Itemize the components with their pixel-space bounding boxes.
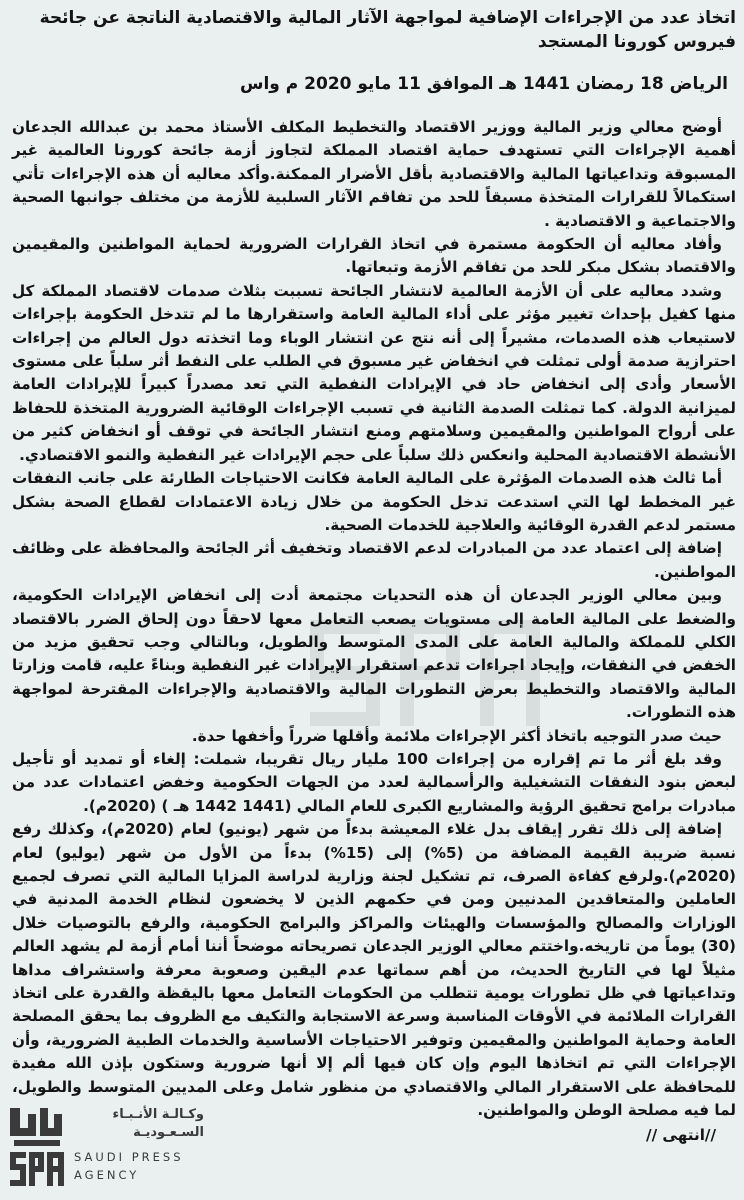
paragraph: وشدد معاليه على أن الأزمة العالمية لانتشار الجائحة تسببت بثلاث صدمات لاقتصاد المملكة كل منها كفيل بإحداث تغيير مؤثر على أداء المالية العامة واستقرارها ما لم تتدخل الحكومة بإجراءات لاستيعاب هذه الصدمات، مشيراً إلى أنه نتج عن انتشار الوباء وما اتخذته دول العالم من إجراءات احترازية صدمة أولى تمثلت في انخفاض غير مسبوق في الطلب على النفط أثر سلباً على مستوى الأسعار وأدى إلى انخفاض حاد في الإيرادات النفطية التي تعد مصدراً كبيراً للإيرادات العامة لميزانية الدولة. كما تمثلت الصدمة الثانية في تسبب الإجراءات الوقائية الضرورية المتخذة للحفاظ على أرواح المواطنين والمقيمين وسلامتهم ومنع انتشار الجائحة في توقف أو انخفاض كثير من الأنشطة الاقتصادية المحلية وانعكس ذلك سلباً على حجم الإيرادات غير النفطية والنمو الاقتصادي. (12, 281, 736, 464)
paragraph: إضافة إلى اعتماد عدد من المبادرات لدعم الاقتصاد وتخفيف أثر الجائحة والمحافظة على وظائف المواطنين. (12, 539, 736, 581)
spa-logo (8, 1104, 208, 1194)
dateline: الرياض 18 رمضان 1441 هـ الموافق 11 مايو 2020 م واس (240, 74, 728, 94)
paragraph: وأفاد معاليه أن الحكومة مستمرة في اتخاذ القرارات الضرورية لحماية المواطنين والمقيمين والاقتصاد بشكل مبكر للحد من تفاقم الأزمة وتبعاتها. (12, 235, 736, 277)
agency-name-english: SAUDI PRESS AGENCY (74, 1150, 184, 1182)
paragraph: حيث صدر التوجيه باتخاذ أكثر الإجراءات ملائمة وأقلها ضرراً وأخفها حدة. (191, 726, 722, 745)
end-marker: //انتهى // (646, 1126, 716, 1145)
paragraph: إضافة إلى ذلك تقرر إيقاف بدل غلاء المعيشة بدءاً من شهر (يونيو) لعام (2020م)، وكذلك رفع نسبة ضريبة القيمة المضافة من (5%) إلى (15%) بدءاً من الأول من شهر (يوليو) لعام (2020م).ولرفع كفاءة الصرف، تم تشكيل لجنة وزارية لدراسة المزايا المالية التي تصرف لجميع العاملين والمتعاقدين المدنيين ومن في حكمهم الذين لا يخضعون لنظام الخدمة المدنية في الوزارات والمصالح والمؤسسات والهيئات والمراكز والبرامج الحكومية، والرفع بالتوصيات خلال (30) يوماً من تاريخه.واختتم معالي الوزير الجدعان تصريحاته موضحاً أننا أمام أزمة لم يشهد العالم مثيلاً لها في التاريخ الحديث، من أهم سماتها عدم اليقين وصعوبة معرفة واستشراف مداها وتداعياتها في ظل تطورات يومية تتطلب من الحكومات التعامل معها باليقظة والقدرة على اتخاذ القرارات الملائمة في الأوقات المناسبة وسرعة الاستجابة والتكيف مع الظروف بما يحقق المصلحة العامة وحماية المواطنين والمقيمين وتوفير الاحتياجات الأساسية والخدمات الطبية الضرورية، وأن الإجراءات التي تم اتخاذها اليوم وإن كان فيها ألم إلا أنها ضرورية وستكون بإذن الله مفيدة للمحافظة على الاستقرار المالي والاقتصادي من منظور شامل وعلى المديين المتوسط والطويل، لما فيه مصلحة الوطن والمواطنين. (12, 820, 736, 1120)
spa-logo-mark (8, 1104, 66, 1192)
headline: اتخاذ عدد من الإجراءات الإضافية لمواجهة الآثار المالية والاقتصادية الناتجة عن جائحة فيروس كورونا المستجد (39, 8, 736, 52)
paragraph: وبين معالي الوزير الجدعان أن هذه التحديات مجتمعة أدت إلى انخفاض الإيرادات الحكومية، والضغط على المالية العامة إلى مستويات يصعب التعامل معها لاحقاً دون إلحاق الضرر بالاقتصاد الكلي للمملكة والمالية العامة على المدى المتوسط والطويل، وبالتالي وجب تحقيق مزيد من الخفض في النفقات، وإيجاد اجراءات تدعم استقرار الإيرادات غير النفطية وبناءً عليه، قامت وزارتا المالية والاقتصاد والتخطيط بعرض التطورات المالية والاقتصادية والإجراءات المقترحة لمواجهة هذه التطورات. (12, 586, 736, 722)
paragraph: أوضح معالي وزير المالية ووزير الاقتصاد والتخطيط المكلف الأستاذ محمد بن عبدالله الجدعان أهمية الإجراءات التي تستهدف حماية اقتصاد المملكة لتجاوز أزمة جائحة كورونا العالمية غير المسبوقة وتداعياتها المالية والاقتصادية بأقل الأضرار الممكنة.وأكد معاليه أن هذه الإجراءات تأتي استكمالاً للقرارات المتخذة مسبقاً للحد من تفاقم الآثار السلبية للأزمة من مختلف جوانبها الصحية والاجتماعية و الاقتصادية . (12, 118, 736, 230)
paragraph: وقد بلغ أثر ما تم إقراره من إجراءات 100 مليار ريال تقريبا، شملت: إلغاء أو تمديد أو تأجيل لبعض بنود النفقات التشغيلية والرأسمالية لعدد من الجهات الحكومية وخفض اعتمادات عدد من مبادرات برامج تحقيق الرؤية والمشاريع الكبرى للعام المالي (1441 1442 هـ ) (2020م). (12, 749, 736, 815)
paragraph: أما ثالث هذه الصدمات المؤثرة على المالية العامة فكانت الاحتياجات الطارئة على جانب النفقات غير المخطط لها التي استدعت تدخل الحكومة من خلال زيادة الاعتمادات لقطاع الصحة بشكل مستمر لدعم القدرة الوقائية والعلاجية للخدمات الصحية. (12, 469, 736, 534)
agency-name-arabic: وكـالـة الأنـبـاء السـعـوديـة (112, 1107, 204, 1140)
